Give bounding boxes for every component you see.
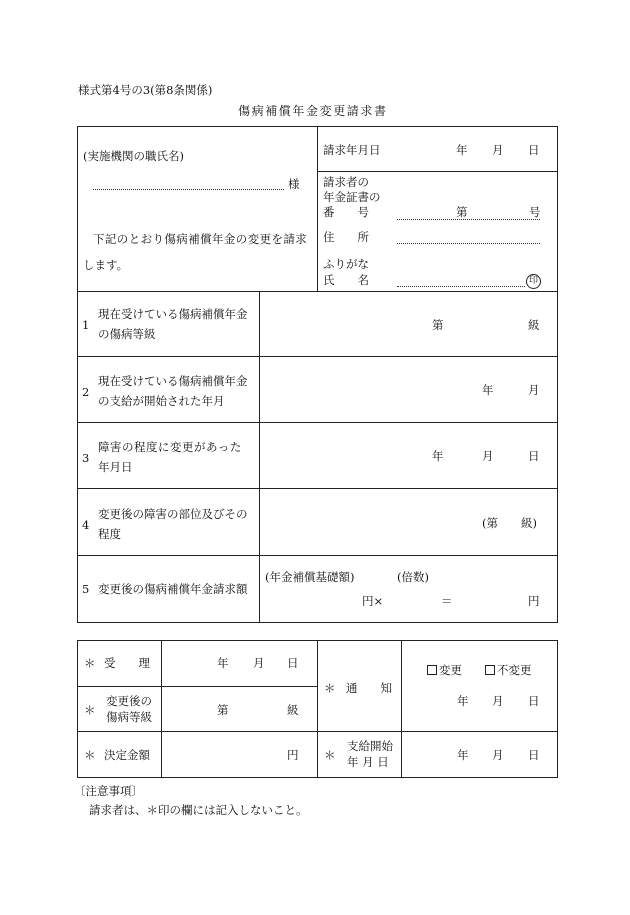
mark-grade: ＊ bbox=[84, 703, 96, 717]
item-number-4: 4 bbox=[82, 518, 90, 532]
item-label-2a: 現在受けている傷病補償年金 bbox=[98, 374, 248, 388]
checkbox-change[interactable]: 変更 bbox=[427, 663, 462, 677]
receipt-month: 月 bbox=[253, 656, 265, 670]
item5-yen-x: 円× bbox=[362, 594, 384, 608]
start-label-1: 支給開始 bbox=[347, 739, 393, 753]
receipt-day: 日 bbox=[287, 656, 299, 670]
date-month: 月 bbox=[492, 143, 504, 157]
item5-mult-label: (倍数) bbox=[397, 570, 429, 584]
request-text-1: 下記のとおり傷病補償年金の変更を請求 bbox=[93, 232, 308, 246]
honorific: 様 bbox=[288, 177, 300, 191]
notice-month: 月 bbox=[492, 694, 504, 708]
cert-go: 号 bbox=[529, 205, 541, 219]
address-line[interactable] bbox=[397, 243, 540, 244]
grade-dai: 第 bbox=[217, 703, 229, 717]
item3-day: 日 bbox=[528, 449, 540, 463]
item-label-5: 変更後の傷病補償年金請求額 bbox=[98, 582, 248, 596]
notice-year: 年 bbox=[457, 694, 469, 708]
item-label-3b: 年月日 bbox=[98, 460, 133, 474]
item-label-4a: 変更後の障害の部位及びその bbox=[98, 507, 248, 521]
grade-label-2: 傷病等級 bbox=[106, 710, 152, 724]
mark-start: ＊ bbox=[324, 748, 336, 762]
item5-yen: 円 bbox=[528, 594, 540, 608]
checkbox-icon bbox=[485, 665, 495, 675]
mark-receipt: ＊ bbox=[84, 656, 96, 670]
cert-label-2: 年金証書の bbox=[323, 190, 381, 204]
item-label-1b: の傷病等級 bbox=[98, 327, 156, 341]
checkbox-no-change[interactable]: 不変更 bbox=[485, 663, 532, 677]
mark-amount: ＊ bbox=[84, 748, 96, 762]
start-day: 日 bbox=[528, 748, 540, 762]
page-title: 傷病補償年金変更請求書 bbox=[238, 104, 388, 118]
mark-notice: ＊ bbox=[324, 681, 336, 695]
date-day: 日 bbox=[528, 143, 540, 157]
addressee-line[interactable] bbox=[93, 189, 284, 190]
amount-yen: 円 bbox=[287, 748, 299, 762]
item2-month: 月 bbox=[528, 383, 540, 397]
item4-dai: (第 bbox=[482, 516, 498, 530]
grade-kyu: 級 bbox=[287, 703, 299, 717]
date-label: 請求年月日 bbox=[323, 143, 381, 157]
request-text-2: します。 bbox=[83, 258, 129, 272]
item-label-2b: の支給が開始された年月 bbox=[98, 394, 225, 408]
addressee-label: (実施機関の職氏名) bbox=[83, 149, 184, 163]
amount-label: 決定金額 bbox=[104, 748, 150, 762]
item-number-2: 2 bbox=[82, 385, 90, 399]
notice-label: 通 知 bbox=[346, 681, 392, 695]
item-label-1a: 現在受けている傷病補償年金 bbox=[98, 307, 248, 321]
item5-equals: ＝ bbox=[441, 594, 453, 608]
notice-day: 日 bbox=[528, 694, 540, 708]
item4-kyu: 級) bbox=[521, 516, 537, 530]
start-label-2: 年 月 日 bbox=[347, 755, 389, 769]
item3-year: 年 bbox=[432, 449, 444, 463]
name-label: 氏 名 bbox=[323, 273, 369, 287]
date-year: 年 bbox=[456, 143, 468, 157]
seal-mark: 印 bbox=[526, 274, 541, 289]
receipt-label: 受 理 bbox=[104, 656, 150, 670]
item5-basic-label: (年金補償基礎額) bbox=[265, 570, 355, 584]
item1-kyu: 級 bbox=[528, 318, 540, 332]
item2-year: 年 bbox=[482, 383, 494, 397]
cert-label-1: 請求者の bbox=[323, 175, 369, 189]
name-line[interactable] bbox=[397, 286, 525, 287]
notes-line-1: 請求者は、＊印の欄には記入しないこと。 bbox=[89, 803, 308, 817]
start-month: 月 bbox=[492, 748, 504, 762]
item-label-4b: 程度 bbox=[98, 527, 121, 541]
cert-dai: 第 bbox=[456, 205, 468, 219]
start-year: 年 bbox=[457, 748, 469, 762]
item-number-5: 5 bbox=[82, 582, 90, 596]
item-label-3a: 障害の程度に変更があった bbox=[98, 440, 242, 454]
grade-label-1: 変更後の bbox=[106, 694, 152, 708]
form-number: 様式第4号の3(第8条関係) bbox=[78, 83, 213, 97]
receipt-year: 年 bbox=[217, 656, 229, 670]
item1-dai: 第 bbox=[432, 318, 444, 332]
item-number-1: 1 bbox=[82, 318, 90, 332]
item3-month: 月 bbox=[482, 449, 494, 463]
notes-heading: 〔注意事項〕 bbox=[74, 784, 143, 798]
cert-number-line[interactable] bbox=[397, 219, 540, 220]
cert-label-3: 番 号 bbox=[323, 205, 369, 219]
furigana-label: ふりがな bbox=[323, 257, 369, 271]
address-label: 住 所 bbox=[323, 230, 369, 244]
checkbox-icon bbox=[427, 665, 437, 675]
item-number-3: 3 bbox=[82, 451, 90, 465]
